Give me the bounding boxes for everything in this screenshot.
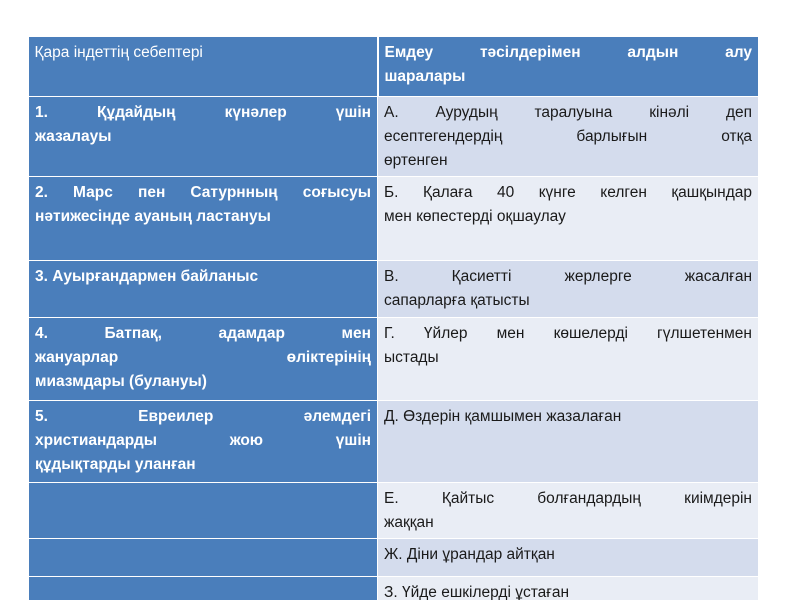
cause-cell	[29, 483, 378, 539]
table-row	[29, 261, 759, 318]
cause-line: 1. Құдайдың күнәлер үшін	[35, 104, 371, 121]
measure-line: өртенген	[384, 152, 448, 169]
cause-cell	[29, 539, 378, 577]
cause-cell	[29, 261, 378, 318]
measure-line: Ж. Діни ұрандар айтқан	[384, 546, 555, 563]
causes-measures-table	[28, 36, 759, 600]
header-measures-line1: Емдеу тәсілдерімен алдын алу	[384, 44, 752, 61]
measure-cell	[378, 177, 759, 261]
measure-line: жаққан	[384, 514, 434, 531]
cause-cell	[29, 401, 378, 483]
measure-line: Д. Өздерін қамшымен жазалаған	[384, 408, 622, 425]
cause-line: нәтижесінде ауаның ластануы	[35, 208, 271, 225]
cause-line: 3. Ауырғандармен байланыс	[35, 268, 259, 285]
cause-line: 5. Евреилер әлемдегі	[35, 408, 371, 425]
measure-cell	[378, 577, 759, 600]
cause-line: 2. Марс пен Сатурнның соғысуы	[35, 184, 371, 201]
table-row	[29, 318, 759, 401]
measure-line: ыстады	[384, 349, 439, 366]
cause-line: жануарлар өліктерінің	[35, 349, 371, 366]
measure-cell	[378, 318, 759, 401]
cause-line: миазмдары (булануы)	[35, 373, 207, 390]
table-row	[29, 539, 759, 577]
measure-cell	[378, 97, 759, 177]
measure-line: Г. Үйлер мен көшелерді гүлшетенмен	[384, 325, 752, 342]
table-row	[29, 483, 759, 539]
cause-line: христиандарды жою үшін	[35, 432, 371, 449]
table-header-row	[29, 37, 759, 97]
table-row	[29, 97, 759, 177]
table-row	[29, 177, 759, 261]
cause-line: жазалауы	[35, 128, 112, 145]
measure-line: сапарларға қатысты	[384, 292, 530, 309]
cause-cell	[29, 577, 378, 600]
header-measures-line2: шаралары	[384, 68, 466, 85]
measure-cell	[378, 401, 759, 483]
measure-line: Б. Қалаға 40 күнге келген қашқындар	[384, 184, 752, 201]
header-measures	[378, 37, 759, 97]
measure-line: З. Үйде ешкілерді ұстаған	[384, 584, 570, 600]
measure-cell	[378, 539, 759, 577]
cause-line: құдықтарды уланған	[35, 456, 196, 473]
table-row	[29, 577, 759, 600]
measure-cell	[378, 261, 759, 318]
cause-cell	[29, 318, 378, 401]
measure-line: мен көпестерді оқшаулау	[384, 208, 566, 225]
header-causes-text: Қара індеттің себептері	[34, 44, 203, 61]
measure-line: А. Аурудың таралуына кінәлі деп	[384, 104, 752, 121]
table-row	[29, 401, 759, 483]
cause-line: 4. Батпақ, адамдар мен	[35, 325, 371, 342]
measure-line: есептегендердің барлығын отқа	[384, 128, 752, 145]
header-causes	[29, 37, 378, 97]
measure-line: В. Қасиетті жерлерге жасалған	[384, 268, 752, 285]
measure-cell	[378, 483, 759, 539]
measure-line: Е. Қайтыс болғандардың киімдерін	[384, 490, 752, 507]
cause-cell	[29, 177, 378, 261]
cause-cell	[29, 97, 378, 177]
